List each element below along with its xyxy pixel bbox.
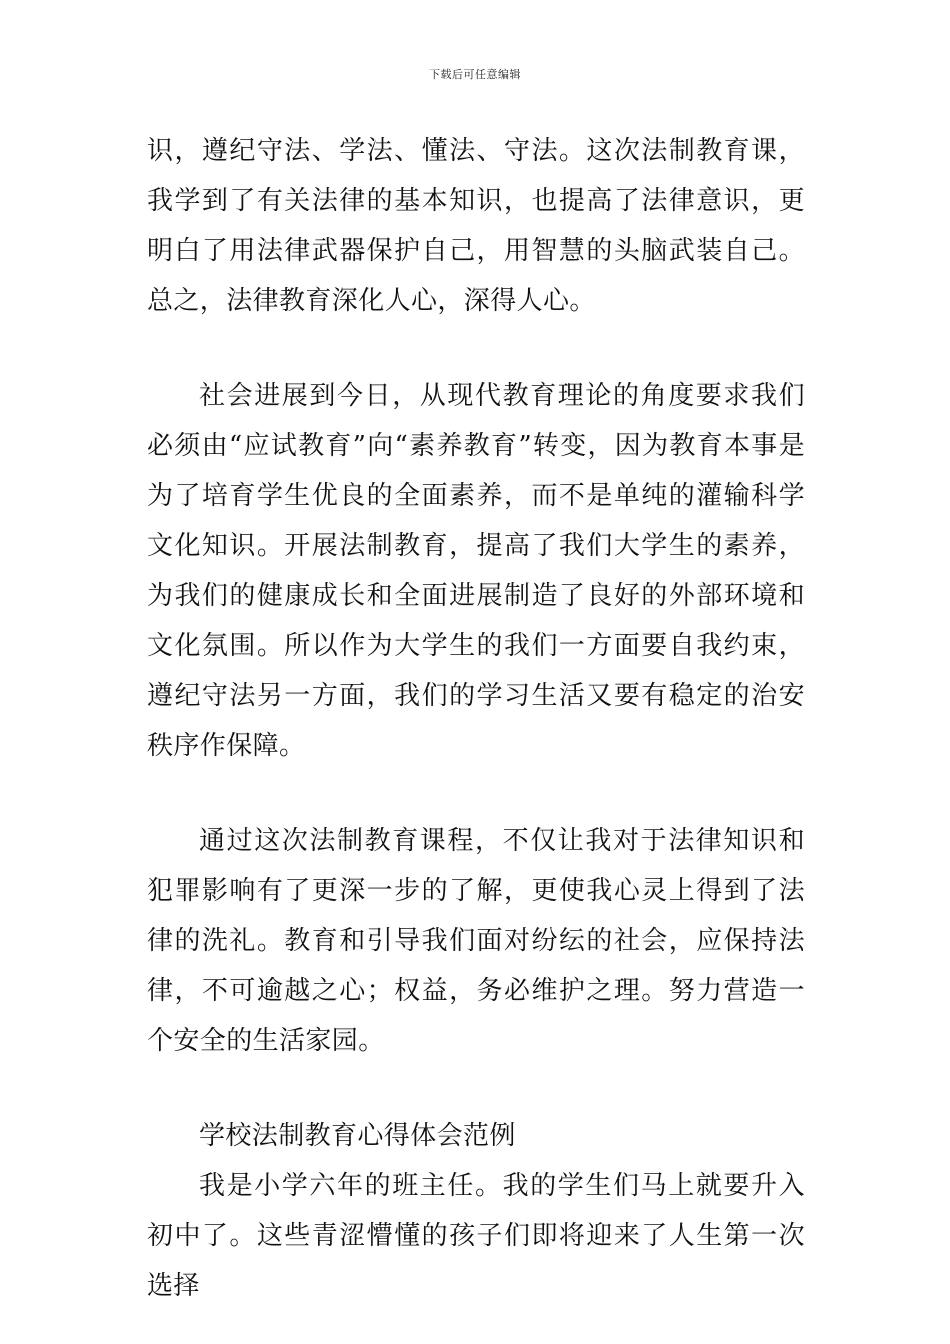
page-header-note: 下载后可任意编辑 <box>429 68 521 81</box>
paragraph-spacer <box>147 771 805 816</box>
paragraph-teacher-intro: 我是小学六年的班主任。我的学生们马上就要升入初中了。这些青涩懵懂的孩子们即将迎来了人生第一次选择 <box>147 1171 805 1301</box>
document-body <box>147 126 805 1311</box>
paragraph-education-reform: 社会进展到今日，从现代教育理论的角度要求我们必须由“应试教育”向“素养教育”转变，因为教育本事是为了培育学生优良的全面素养，而不是单纯的灌输科学文化知识。开展法制教育，提高了我们大学生的素养，为我们的健康成长和全面进展制造了良好的外部环境和文化氛围。所以作为大学生的我们一方面要自我约束，遵纪守法另一方面，我们的学习生活又要有稳定的治安秩序作保障。 <box>147 381 805 761</box>
section-heading: 学校法制教育心得体会范例 <box>199 1121 516 1151</box>
paragraph-course-reflection: 通过这次法制教育课程，不仅让我对于法律知识和犯罪影响有了更深一步的了解，更使我心灵上得到了法律的洗礼。教育和引导我们面对纷纭的社会，应保持法律，不可逾越之心；权益，务必维护之理。努力营造一个安全的生活家园。 <box>147 826 805 1056</box>
paragraph-continuation: 识，遵纪守法、学法、懂法、守法。这次法制教育课，我学到了有关法律的基本知识，也提高了法律意识，更明白了用法律武器保护自己，用智慧的头脑武装自己。总之，法律教育深化人心，深得人心。 <box>147 136 805 316</box>
paragraph-spacer <box>147 1066 805 1111</box>
paragraph-spacer <box>147 326 805 371</box>
